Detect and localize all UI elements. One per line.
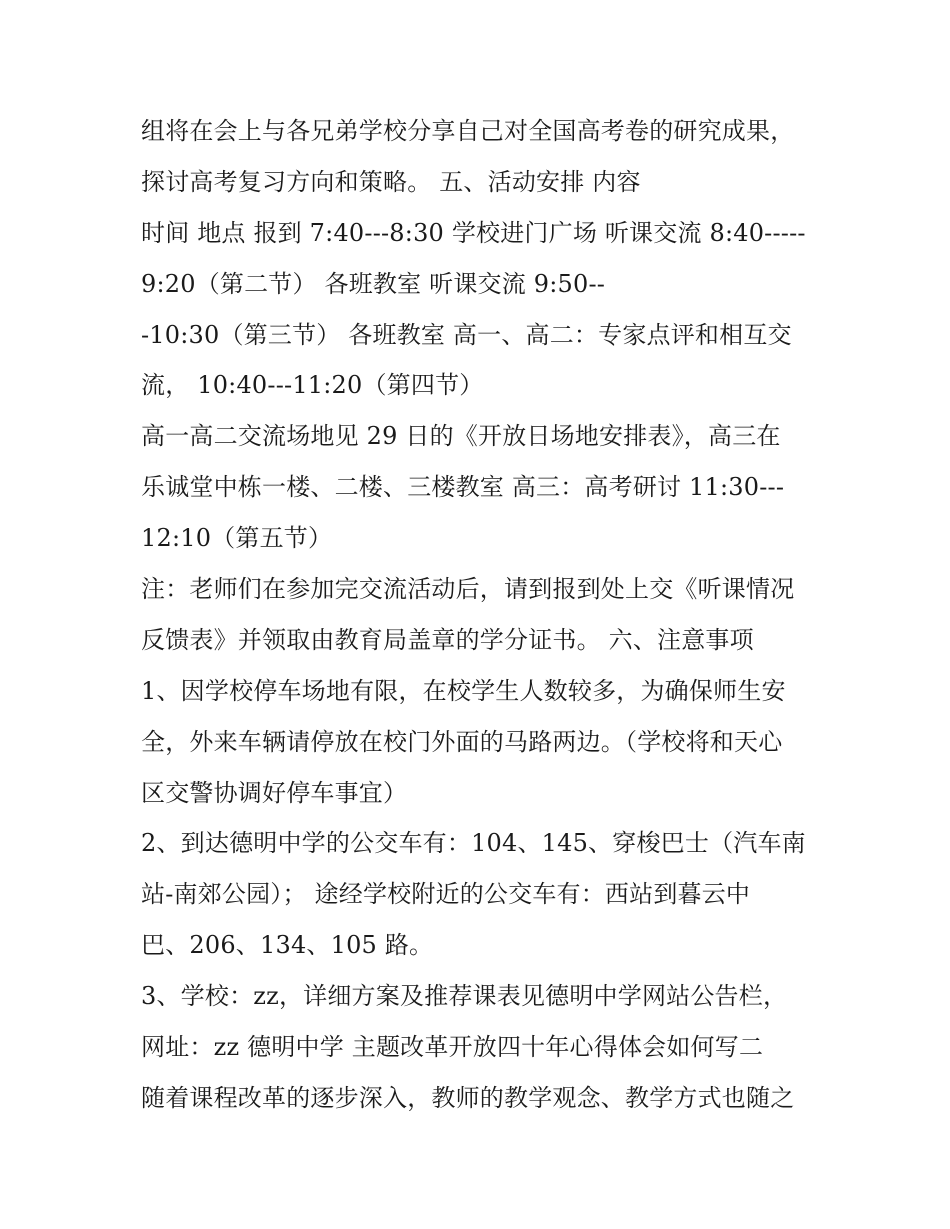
text-line-3: 时间 地点 报到 7:40---8:30 学校进门广场 听课交流 8:40-----	[141, 218, 806, 247]
text-line-15: 2、到达德明中学的公交车有：104、145、穿梭巴士（汽车南	[141, 829, 806, 858]
text-line-6: 流， 10:40---11:20（第四节）	[141, 371, 484, 400]
text-line-5: -10:30（第三节） 各班教室 高一、高二：专家点评和相互交	[141, 320, 792, 349]
text-line-4: 9:20（第二节） 各班教室 听课交流 9:50--	[141, 269, 606, 298]
text-line-18: 3、学校：zz，详细方案及推荐课表见德明中学网站公告栏，	[141, 982, 788, 1011]
text-line-11: 反馈表》并领取由教育局盖章的学分证书。 六、注意事项	[141, 625, 754, 654]
text-line-12: 1、因学校停车场地有限，在校学生人数较多，为确保师生安	[141, 676, 786, 705]
text-line-16: 站-南郊公园）； 途经学校附近的公交车有：西站到暮云中	[141, 880, 751, 909]
text-line-2: 探讨高考复习方向和策略。 五、活动安排 内容	[141, 167, 641, 196]
text-line-7: 高一高二交流场地见 29 日的《开放日场地安排表》，高三在	[141, 422, 781, 451]
text-line-9: 12:10（第五节）	[141, 524, 333, 553]
text-line-10: 注：老师们在参加完交流活动后，请到报到处上交《听课情况	[141, 575, 795, 604]
text-line-20: 随着课程改革的逐步深入，教师的教学观念、教学方式也随之	[141, 1083, 795, 1112]
text-line-19: 网址：zz 德明中学 主题改革开放四十年心得体会如何写二	[141, 1033, 764, 1062]
text-line-14: 区交警协调好停车事宜）	[141, 778, 408, 807]
body-text	[141, 106, 841, 1124]
text-line-1: 组将在会上与各兄弟学校分享自己对全国高考卷的研究成果，	[141, 117, 795, 145]
text-line-13: 全，外来车辆请停放在校门外面的马路两边。（学校将和天心	[141, 727, 783, 756]
text-line-8: 乐诚堂中栋一楼、二楼、三楼教室 高三：高考研讨 11:30---	[141, 473, 785, 502]
text-line-17: 巴、206、134、105 路。	[141, 931, 434, 960]
